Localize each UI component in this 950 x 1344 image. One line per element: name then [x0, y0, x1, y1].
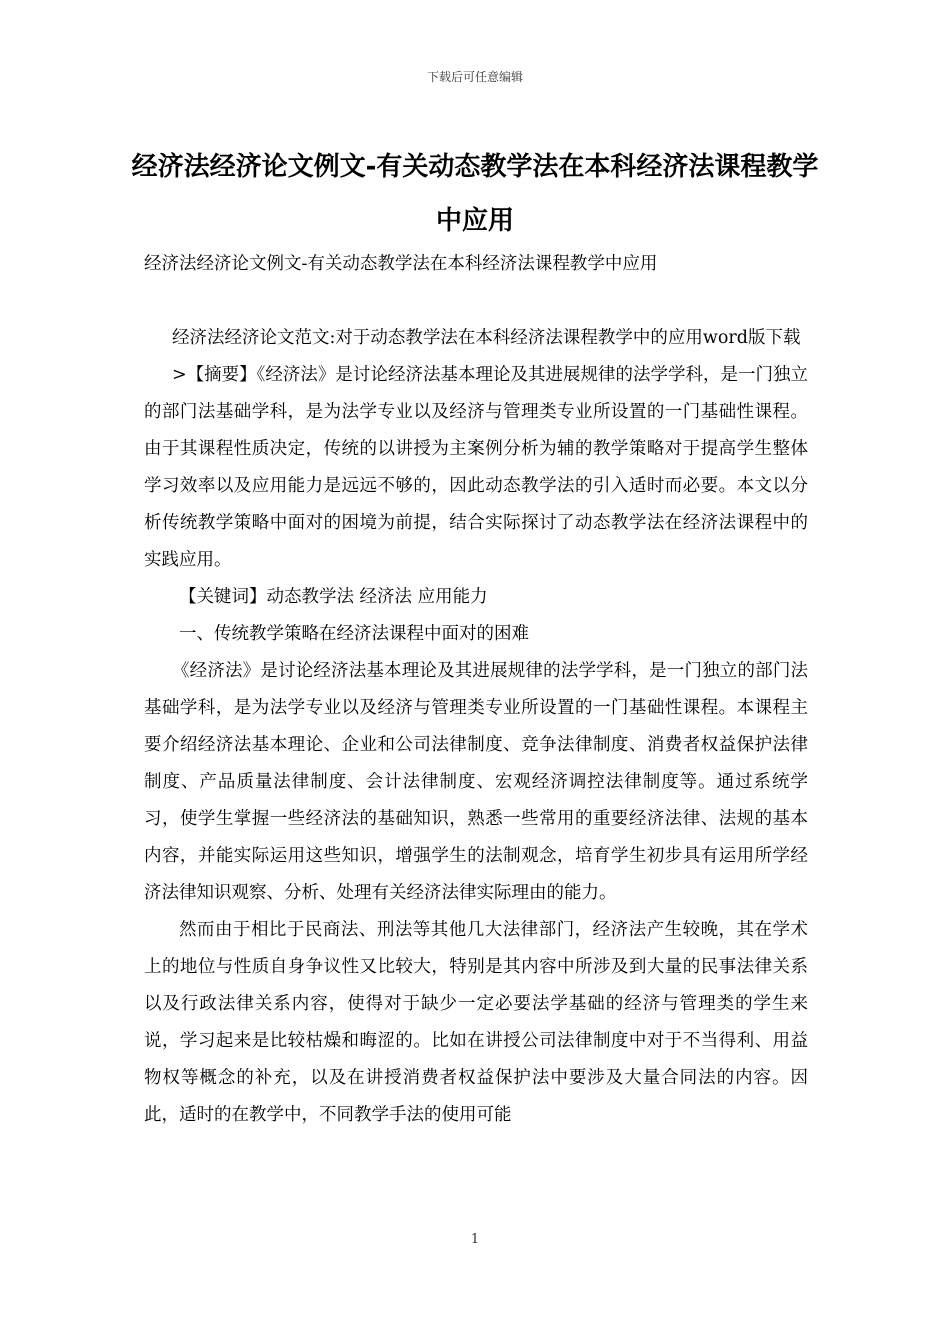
page-number: 1 [470, 1232, 480, 1247]
paragraph-body-1: 《经济法》是讨论经济法基本理论及其进展规律的法学学科，是一门独立的部门法基础学科，是为法学专业以及经济与管理类专业所设置的一门基础性课程。本课程主要介绍经济法基本理论、企业和公司法律制度、竞争法律制度、消费者权益保护法律制度、产品质量法律制度、会计法律制度、宏观经济调控法律制度等。通过系统学习，使学生掌握一些经济法的基础知识，熟悉一些常用的重要经济法律、法规的基本内容，并能实际运用这些知识，增强学生的法制观念，培育学生初步具有运用所学经济法律知识观察、分析、处理有关经济法律实际理由的能力。 [144, 661, 808, 903]
paragraph-keywords: 【关键词】动态教学法 经济法 应用能力 [179, 587, 488, 607]
paragraph-body-2: 然而由于相比于民商法、刑法等其他几大法律部门，经济法产生较晚，其在学术上的地位与性质自身争议性又比较大，特别是其内容中所涉及到大量的民事法律关系以及行政法律关系内容，使得对于缺少一定必要法学基础的经济与管理类的学生来说，学习起来是比较枯燥和晦涩的。比如在讲授公司法律制度中对于不当得利、用益物权等概念的补充，以及在讲授消费者权益保护法中要涉及大量合同法的内容。因此，适时的在教学中，不同教学手法的使用可能 [144, 920, 808, 1125]
paragraph-abstract: >【摘要】《经济法》是讨论经济法基本理论及其进展规律的法学学科，是一门独立的部门法基础学科，是为法学专业以及经济与管理类专业所设置的一门基础性课程。由于其课程性质决定，传统的以讲授为主案例分析为辅的教学策略对于提高学生整体学习效率以及应用能力是远远不够的，因此动态教学法的引入适时而必要。本文以分析传统教学策略中面对的困境为前提，结合实际探讨了动态教学法在经济法课程中的实践应用。 [144, 365, 808, 570]
section-heading-1: 一、传统教学策略在经济法课程中面对的困难 [179, 624, 529, 644]
document-subtitle: 经济法经济论文例文-有关动态教学法在本科经济法课程教学中应用 [144, 254, 658, 274]
document-body [144, 246, 808, 1134]
paragraph-intro: 经济法经济论文范文:对于动态教学法在本科经济法课程教学中的应用word版下载 [172, 328, 801, 348]
header-note: 下载后可任意编辑 [426, 70, 523, 84]
document-title: 经济法经济论文例文-有关动态教学法在本科经济法课程教学中应用 [131, 152, 819, 236]
